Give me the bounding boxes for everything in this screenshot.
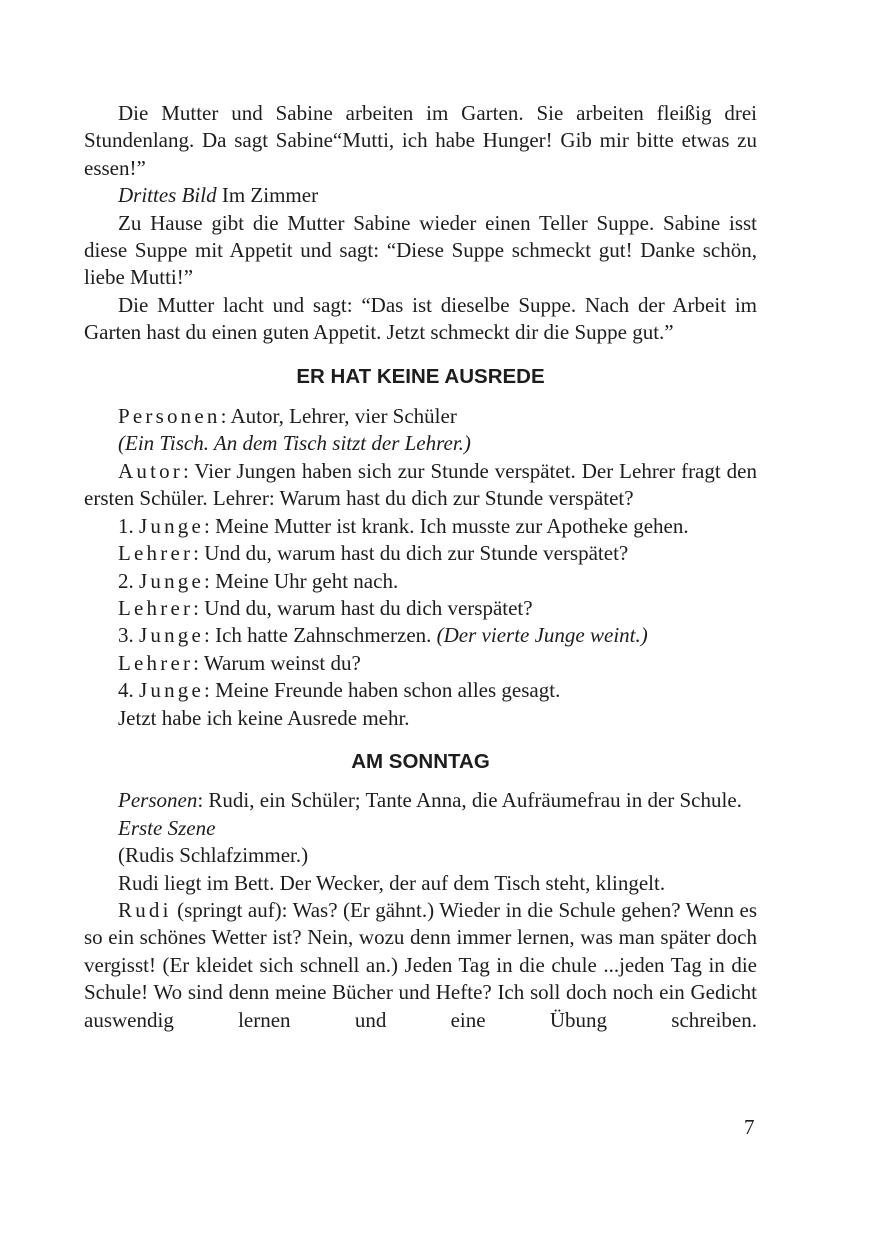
paragraph: Zu Hause gibt die Mutter Sabine wieder einen Teller Suppe. Sabine isst diese Suppe mit Appetit und sagt: “Diese Suppe schmeckt gut! Danke schön, liebe Mutti!” [84,210,757,290]
stage-direction: (Der vierte Junge weint.) [436,623,648,648]
dialogue-line: Lehrer: Und du, warum hast du dich verspätet? [118,595,533,620]
dialogue-line: Rudi (springt auf): Was? (Er gähnt.) Wieder in die Schule gehen? Wenn es so ein schönes Wetter ist? Nein, wozu denn immer lernen, was man später doch vergisst! (Er kleidet sich schnell an.) Jeden Tag in die chule ...jeden Tag in die Schule! Wo sind denn meine Bücher und Hefte? Ich soll doch noch ein Gedicht auswendig lernen und eine Übung schreiben. [84,897,757,1032]
role-label: Rudi [118,897,172,922]
role-label: Junge [139,678,204,703]
paragraph: Die Mutter lacht und sagt: “Das ist dieselbe Suppe. Nach der Arbeit im Garten hast du einen guten Appetit. Jetzt schmeckt dir die Suppe gut.” [84,292,757,345]
role-label: Junge [139,623,204,648]
dialogue-line: Jetzt habe ich keine Ausrede mehr. [118,705,410,730]
dialogue-line: Lehrer: Warum weinst du? [118,650,361,675]
paragraph: Rudi liegt im Bett. Der Wecker, der auf dem Tisch steht, klingelt. [118,870,666,895]
paragraph: Drittes Bild Im Zimmer [118,183,319,208]
role-label: Autor [118,458,183,483]
stage-direction: (Ein Tisch. An dem Tisch sitzt der Lehrer.) [118,431,471,456]
role-label: Lehrer [118,650,194,675]
section-heading: ER HAT KEINE AUSREDE [296,364,545,388]
role-label: Lehrer [118,541,194,566]
page-number: 7 [744,1115,755,1139]
role-label: Personen [118,404,221,429]
role-label: Lehrer [118,595,194,620]
dialogue-line: 2. Junge: Meine Uhr geht nach. [118,568,399,593]
paragraph: Personen: Autor, Lehrer, vier Schüler [118,404,457,429]
section-heading: AM SONNTAG [351,749,490,773]
paragraph: Personen: Rudi, ein Schüler; Tante Anna, die Aufräumefrau in der Schule. [118,788,742,813]
scene-title: Erste Szene [118,815,216,840]
page-body [84,100,757,1034]
dialogue-line: 3. Junge: Ich hatte Zahnschmerzen. (Der vierte Junge weint.) [118,623,648,648]
dialogue-line: 4. Junge: Meine Freunde haben schon alles gesagt. [118,678,561,703]
stage-direction: (Rudis Schlafzimmer.) [118,843,309,868]
dialogue-line: 1. Junge: Meine Mutter ist krank. Ich musste zur Apotheke gehen. [118,513,689,538]
paragraph: Die Mutter und Sabine arbeiten im Garten. Sie arbeiten fleißig drei Stundenlang. Da sagt Sabine“Mutti, ich habe Hunger! Gib mir bitte etwas zu essen!” [84,101,757,180]
scene-title: Drittes Bild [118,183,217,208]
role-label: Junge [139,513,204,538]
dialogue-line: Lehrer: Und du, warum hast du dich zur Stunde verspätet? [118,541,629,566]
dialogue-line: Autor: Vier Jungen haben sich zur Stunde verspätet. Der Lehrer fragt den ersten Schüler. Lehrer: Warum hast du dich zur Stunde verspätet? [84,458,757,511]
role-label: Junge [139,568,204,593]
role-heading: Personen [118,788,198,813]
